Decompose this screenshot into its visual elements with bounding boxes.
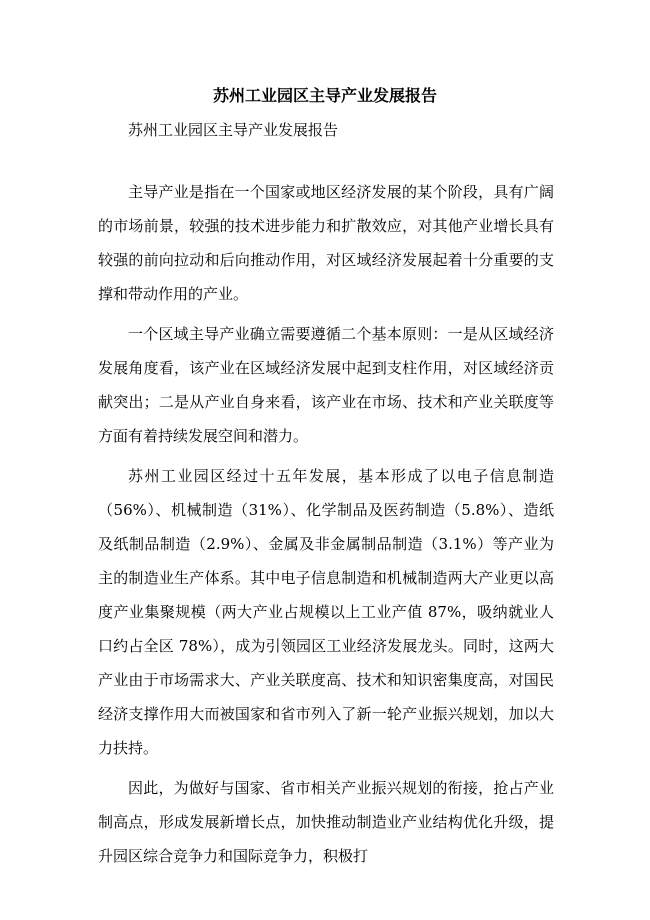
document-subtitle: 苏州工业园区主导产业发展报告 bbox=[128, 121, 339, 139]
paragraph-principles: 一个区域主导产业确立需要遵循二个基本原则：一是从区域经济发展角度看，该产业在区域经济发展中起到支柱作用，对区域经济贡献突出；二是从产业自身来看，该产业在市场、技术和产业关联度等方面有着持续发展空间和潜力。 bbox=[98, 325, 554, 445]
document-body bbox=[98, 175, 554, 873]
paragraph-industry-structure: 苏州工业园区经过十五年发展，基本形成了以电子信息制造（56%）、机械制造（31%）、化学制品及医药制造（5.8%）、造纸及纸制品制造（2.9%）、金属及非金属制品制造（3.1%）等产业为主的制造业生产体系。其中电子信息制造和机械制造两大产业更以高度产业集聚规模（两大产业占规模以上工业产值 87%，吸纳就业人口约占全区 78%），成为引领园区工业经济发展龙头。同时，这两大产业由于市场需求大、产业关联度高、技术和知识密集度高，对国民经济支撑作用大而被国家和省市列入了新一轮产业振兴规划，加以大力扶持。 bbox=[98, 467, 554, 757]
document-title: 苏州工业园区主导产业发展报告 bbox=[212, 86, 437, 105]
paragraph-conclusion: 因此，为做好与国家、省市相关产业振兴规划的衔接，抢占产业制高点，形成发展新增长点，加快推动制造业产业结构优化升级，提升园区综合竞争力和国际竞争力，积极打 bbox=[98, 779, 554, 865]
paragraph-definition: 主导产业是指在一个国家或地区经济发展的某个阶段，具有广阔的市场前景，较强的技术进步能力和扩散效应，对其他产业增长具有较强的前向拉动和后向推动作用，对区域经济发展起着十分重要的支撑和带动作用的产业。 bbox=[98, 183, 554, 303]
